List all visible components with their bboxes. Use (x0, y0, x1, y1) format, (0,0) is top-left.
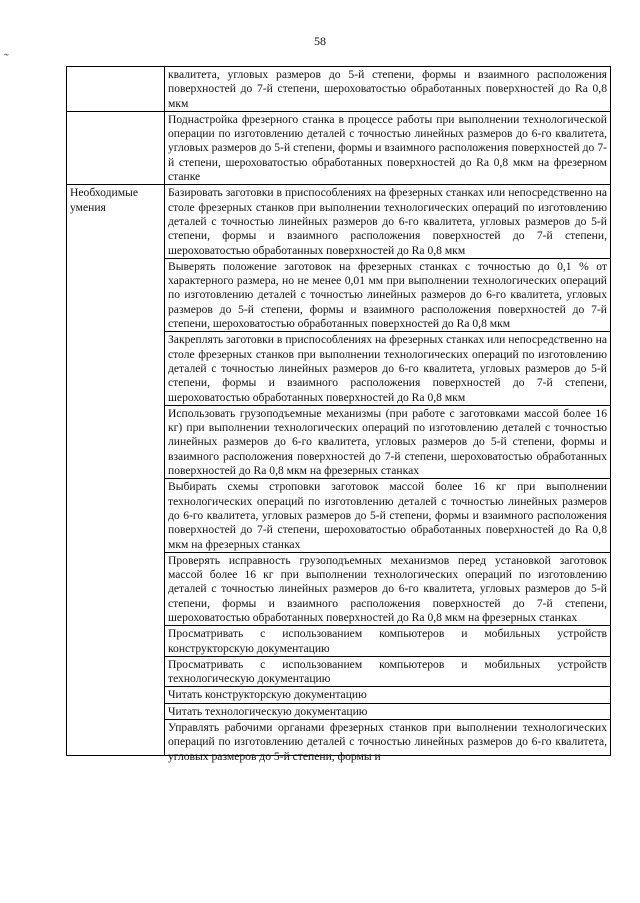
truncated-text: Управлять рабочими органами фрезерных станков при выполнении технологических операций по изготовлению деталей с точностью линейных размеров до 6-го квалитета, угловых размеров до 5-й степени, формы и (168, 721, 607, 763)
skill-cell-truncated (165, 720, 611, 763)
empty-label-cell (67, 111, 165, 184)
skill-cell: Использовать грузоподъемные механизмы (при работе с заготовками массой более 16 кг) при выполнении технологических операций по изготовлению деталей с точностью линейных размеров до 6-го квалитета, угловых размеров до 5-й степени, формы и взаимного расположения поверхностей до 7-й степени, шероховатостью обработанных поверхностей до Ra 0,8 мкм на фрезерных станках (165, 405, 611, 478)
skill-cell: Проверять исправность грузоподъемных механизмов перед установкой заготовок массой более 16 кг при выполнении технологических операций по изготовлению деталей с точностью линейных размеров до 6-го квалитета, угловых размеров до 5-й степени, формы и взаимного расположения поверхностей до 7-й степени, шероховатостью обработанных поверхностей до Ra 0,8 мкм на фрезерных станках (165, 552, 611, 625)
skill-cell: Читать технологическую документацию (165, 703, 611, 719)
skill-cell: Читать конструкторскую документацию (165, 687, 611, 703)
table-row (67, 185, 611, 258)
skill-cell: Базировать заготовки в приспособлениях на фрезерных станках или непосредственно на столе фрезерных станков при выполнении технологических операций по изготовлению деталей с точностью линейных размеров до 6-го квалитета, угловых размеров до 5-й степени, формы и взаимного расположения поверхностей до 7-й степени, шероховатостью обработанных поверхностей до Ra 0,8 мкм (165, 185, 611, 258)
skill-cell: Просматривать с использованием компьютеров и мобильных устройств технологическую документацию (165, 656, 611, 687)
page-number: 58 (314, 34, 326, 48)
table-row (67, 111, 611, 184)
skill-cell: Выбирать схемы строповки заготовок массой более 16 кг при выполнении технологических операций по изготовлению деталей с точностью линейных размеров до 6-го квалитета, угловых размеров до 5-й степени, формы и взаимного расположения поверхностей до 7-й степени, шероховатостью обработанных поверхностей до Ra 0,8 мкм на фрезерных станках (165, 479, 611, 552)
scan-mark: ˜ (4, 52, 9, 67)
skill-cell: Просматривать с использованием компьютеров и мобильных устройств конструкторскую документацию (165, 626, 611, 657)
empty-label-cell (67, 67, 165, 112)
skill-cell: Выверять положение заготовок на фрезерных станках с точностью до 0,1 % от характерного размера, но не менее 0,01 мм при выполнении технологических операций по изготовлению деталей с точностью линейных размеров до 6-го квалитета, угловых размеров до 5-й степени, формы и взаимного расположения поверхностей до 7-й степени, шероховатостью обработанных поверхностей до Ra 0,8 мкм (165, 258, 611, 331)
competency-table (66, 66, 611, 763)
action-cell: квалитета, угловых размеров до 5-й степени, формы и взаимного расположения поверхностей до 7-й степени, шероховатостью обработанных поверхностей до Ra 0,8 мкм (165, 67, 611, 112)
table-row (67, 67, 611, 112)
action-cell: Поднастройка фрезерного станка в процессе работы при выполнении технологической операции по изготовлению деталей с точностью линейных размеров до 6-го квалитета, угловых размеров до 5-й степени, формы и взаимного расположения поверхностей до 7-й степени, шероховатостью обработанных поверхностей до Ra 0,8 мкм на фрезерном станке (165, 111, 611, 184)
skills-label: Необходимые умения (67, 185, 165, 756)
skill-cell: Закреплять заготовки в приспособлениях на фрезерных станках или непосредственно на столе фрезерных станков при выполнении технологических операций по изготовлению деталей с точностью линейных размеров до 6-го квалитета, угловых размеров до 5-й степени, формы и взаимного расположения поверхностей до 7-й степени, шероховатостью обработанных поверхностей до Ra 0,8 мкм (165, 332, 611, 405)
